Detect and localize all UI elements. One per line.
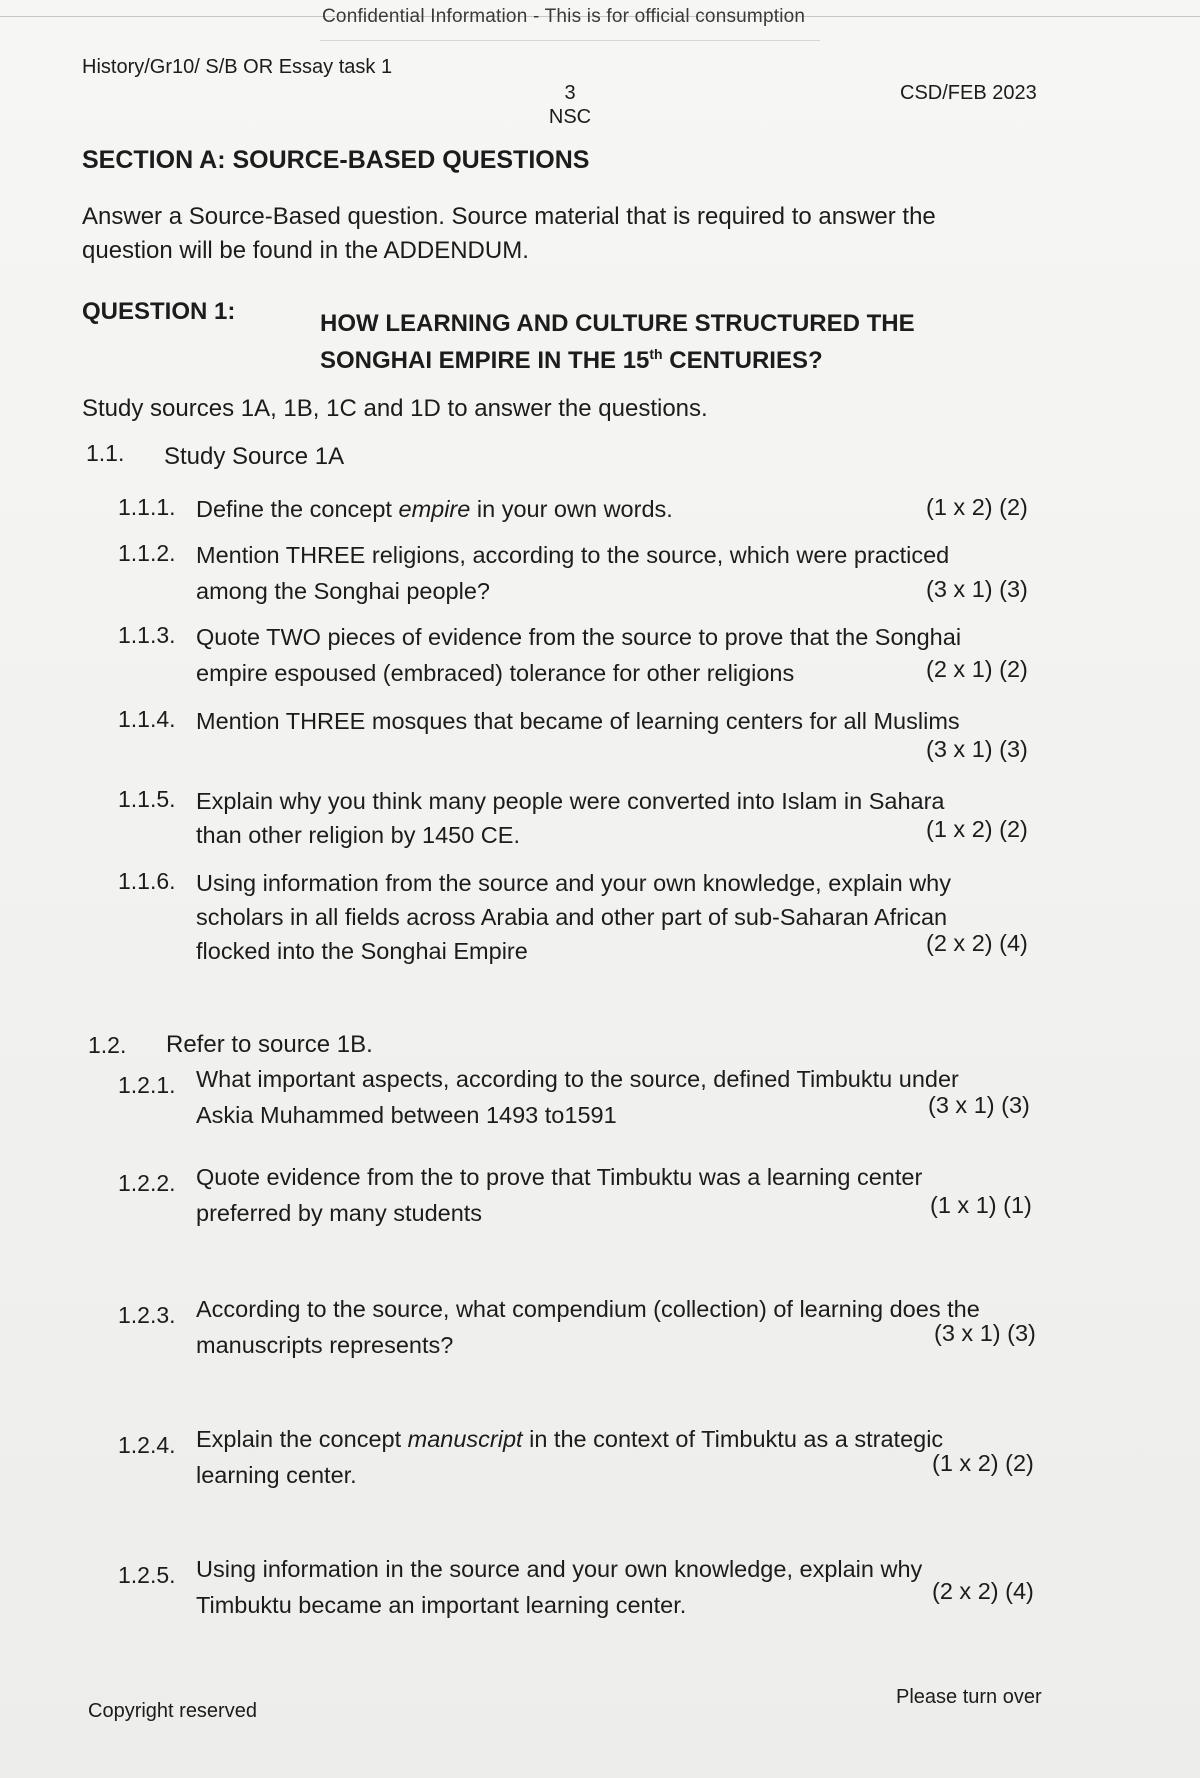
- question-1-2-4-pre: Explain the concept: [196, 1426, 408, 1452]
- question-1-1-3-line-2: empire espoused (embraced) tolerance for other religions: [196, 660, 795, 686]
- question-title-line-2-pre: SONGHAI EMPIRE IN THE 15: [320, 347, 650, 374]
- question-1-1-5-marks: (1 x 2) (2): [926, 816, 1028, 842]
- question-1-1-3-number: 1.1.3.: [118, 622, 176, 648]
- question-1-1-1-post: in your own words.: [470, 496, 673, 522]
- question-1-1-5-number: 1.1.5.: [118, 786, 176, 812]
- header-date-code: CSD/FEB 2023: [900, 82, 1037, 104]
- question-1-1-6-marks: (2 x 2) (4): [926, 930, 1028, 956]
- question-1-2-2-line-1: Quote evidence from the to prove that Timbuktu was a learning center: [196, 1164, 923, 1190]
- question-1-2-4-line-1: [196, 1422, 943, 1456]
- question-1-1-2-line-1: Mention THREE religions, according to the source, which were practiced: [196, 542, 950, 568]
- question-1-1-5-line-1: Explain why you think many people were converted into Islam in Sahara: [196, 788, 945, 814]
- page-number: 3: [564, 82, 576, 104]
- question-1-1-1-marks: (1 x 2) (2): [926, 494, 1028, 520]
- footer-turn-over: Please turn over: [896, 1686, 1042, 1708]
- instructions-line-2: question will be found in the ADDENDUM.: [82, 237, 529, 264]
- question-1-2-3-line-1: According to the source, what compendium (collection) of learning does the: [196, 1296, 980, 1322]
- question-1-1-4-number: 1.1.4.: [118, 706, 176, 732]
- question-1-2-4-term: manuscript: [407, 1426, 523, 1452]
- question-1-1-4-marks: (3 x 1) (3): [926, 736, 1028, 762]
- question-1-1-2-line-2: among the Songhai people?: [196, 578, 490, 604]
- question-1-1-6-number: 1.1.6.: [118, 868, 176, 894]
- instructions-line-1: Answer a Source-Based question. Source material that is required to answer the: [82, 203, 936, 230]
- subquestion-1-2-title: Refer to source 1B.: [166, 1031, 373, 1058]
- header-subject: History/Gr10/ S/B OR Essay task 1: [82, 56, 393, 78]
- subquestion-1-1-title: Study Source 1A: [164, 443, 345, 470]
- study-intro: Study sources 1A, 1B, 1C and 1D to answer the questions.: [82, 395, 708, 422]
- question-1-2-1-marks: (3 x 1) (3): [928, 1092, 1030, 1118]
- question-1-2-1-number: 1.2.1.: [118, 1072, 176, 1098]
- confidential-underline: [320, 40, 820, 41]
- question-1-2-4-number: 1.2.4.: [118, 1432, 176, 1458]
- question-1-2-2-marks: (1 x 1) (1): [930, 1192, 1032, 1218]
- question-1-1-6-line-3: flocked into the Songhai Empire: [196, 938, 528, 964]
- question-1-1-2-number: 1.1.2.: [118, 540, 176, 566]
- question-1-2-4-line-2: learning center.: [196, 1462, 357, 1488]
- question-title-line-2-post: CENTURIES?: [662, 347, 823, 374]
- question-1-2-3-line-2: manuscripts represents?: [196, 1332, 454, 1358]
- question-title-superscript: th: [649, 346, 663, 362]
- question-1-2-1-line-2: Askia Muhammed between 1493 to1591: [196, 1102, 617, 1128]
- question-1-2-4-post: in the context of Timbuktu as a strategic: [522, 1426, 944, 1452]
- question-1-1-4-line-1: Mention THREE mosques that became of learning centers for all Muslims: [196, 708, 960, 734]
- question-title-line-2: [320, 339, 823, 376]
- question-1-2-2-number: 1.2.2.: [118, 1170, 176, 1196]
- question-1-1-6-line-2: scholars in all fields across Arabia and other part of sub-Saharan African: [196, 904, 948, 930]
- question-1-1-1-pre: Define the concept: [196, 496, 399, 522]
- question-label: QUESTION 1:: [82, 298, 236, 325]
- question-1-1-1-term: empire: [398, 496, 471, 522]
- page-sub-label: NSC: [548, 106, 592, 128]
- question-1-2-4-marks: (1 x 2) (2): [932, 1450, 1034, 1476]
- subquestion-1-1-number: 1.1.: [86, 440, 125, 466]
- question-1-1-6-line-1: Using information from the source and your own knowledge, explain why: [196, 870, 952, 896]
- question-1-2-5-number: 1.2.5.: [118, 1562, 176, 1588]
- footer-copyright: Copyright reserved: [88, 1700, 257, 1722]
- question-1-2-2-line-2: preferred by many students: [196, 1200, 483, 1226]
- question-1-1-5-line-2: than other religion by 1450 CE.: [196, 822, 520, 848]
- question-1-2-1-line-1: What important aspects, according to the source, defined Timbuktu under: [196, 1066, 959, 1092]
- confidential-banner: Confidential Information - This is for official consumption: [322, 6, 806, 27]
- question-title-line-1: HOW LEARNING AND CULTURE STRUCTURED THE: [320, 310, 915, 337]
- question-1-1-2-marks: (3 x 1) (3): [926, 576, 1028, 602]
- question-1-2-5-line-2: Timbuktu became an important learning center.: [196, 1592, 687, 1618]
- question-1-2-5-marks: (2 x 2) (4): [932, 1578, 1034, 1604]
- question-1-2-3-number: 1.2.3.: [118, 1302, 176, 1328]
- question-1-1-1-text: [196, 492, 673, 526]
- section-heading: SECTION A: SOURCE-BASED QUESTIONS: [82, 146, 590, 174]
- subquestion-1-2-number: 1.2.: [88, 1032, 127, 1058]
- question-1-1-3-line-1: Quote TWO pieces of evidence from the source to prove that the Songhai: [196, 624, 962, 650]
- question-1-1-3-marks: (2 x 1) (2): [926, 656, 1028, 682]
- question-1-2-3-marks: (3 x 1) (3): [934, 1320, 1036, 1346]
- question-1-1-1-number: 1.1.1.: [118, 494, 176, 520]
- question-1-2-5-line-1: Using information in the source and your own knowledge, explain why: [196, 1556, 923, 1582]
